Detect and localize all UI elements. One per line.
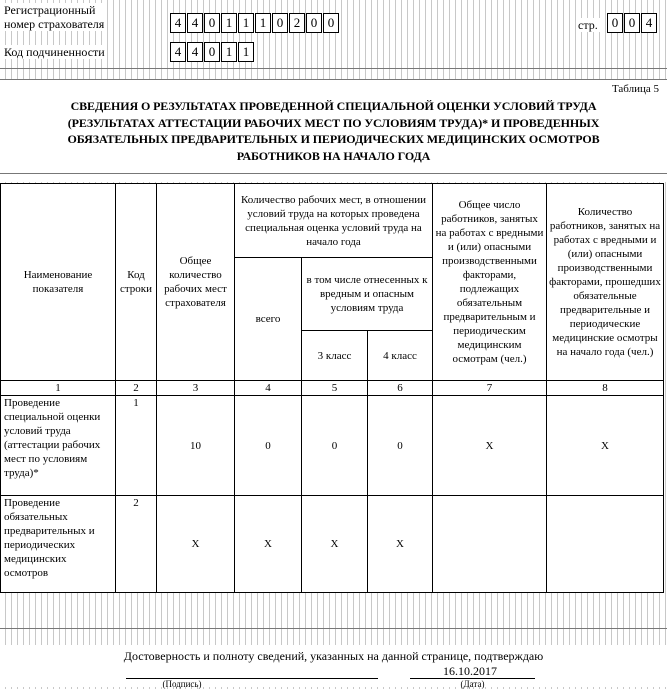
reg-digit: 4 — [187, 13, 203, 33]
confirmation-text: Достоверность и полноту сведений, указанных на данной странице, подтверждаю — [123, 649, 544, 663]
table-number: Таблица 5 — [611, 83, 659, 95]
row-name: Проведение обязательных предварительных и периодических медицинских осмотров — [1, 496, 116, 593]
header-class3: 3 класс — [302, 331, 368, 381]
subordination-label: Код подчиненности — [4, 45, 105, 59]
header-col8: Количество работников, занятых на работах с вредными и (или) опасными производственными факторами, прошедших обязательные предварительные и периодические медицинские осмотры на начало года (чел.) — [547, 184, 664, 381]
date-value: 16.10.2017 — [443, 664, 497, 678]
date-caption: (Дата) — [460, 679, 485, 689]
header-total: Общее количество рабочих мест страхователя — [157, 184, 235, 381]
col-number: 3 — [157, 381, 235, 396]
reg-number-label: Регистрационный номер страхователя — [4, 3, 105, 31]
header-group: Количество рабочих мест, в отношении условий труда на которых проведена специальная оценка условий труда на начало года — [235, 184, 433, 258]
row-value: X — [433, 396, 547, 496]
header-divider — [0, 68, 667, 69]
col-number: 4 — [235, 381, 302, 396]
row-value: 10 — [157, 396, 235, 496]
title-divider — [0, 173, 667, 174]
page-digit: 4 — [641, 13, 657, 33]
footer-divider — [0, 628, 667, 629]
results-table — [0, 183, 664, 593]
sub-digit: 1 — [221, 42, 237, 62]
page-label: стр. — [578, 18, 598, 32]
col-number: 8 — [547, 381, 664, 396]
row-value: X — [235, 496, 302, 593]
header-all: всего — [235, 258, 302, 381]
col-number: 1 — [1, 381, 116, 396]
row-code: 1 — [116, 396, 157, 496]
row-value: X — [157, 496, 235, 593]
row-value — [547, 496, 664, 593]
reg-digit: 1 — [221, 13, 237, 33]
reg-digit: 0 — [204, 13, 220, 33]
col-number: 5 — [302, 381, 368, 396]
page-title: СВЕДЕНИЯ О РЕЗУЛЬТАТАХ ПРОВЕДЕННОЙ СПЕЦИАЛЬНОЙ ОЦЕНКИ УСЛОВИЙ ТРУДА (РЕЗУЛЬТАТАХ АТТЕСТАЦИИ РАБОЧИХ МЕСТ ПО УСЛОВИЯМ ТРУДА)* И ПРОВЕДЕННЫХ ОБЯЗАТЕЛЬНЫХ ПРЕДВАРИТЕЛЬНЫХ И ПЕРИОДИЧЕСКИХ МЕДИЦИНСКИХ ОСМОТРОВ РАБОТНИКОВ НА НАЧАЛО ГОДА — [67, 99, 600, 163]
table-row — [1, 496, 664, 593]
reg-digit: 2 — [289, 13, 305, 33]
header-code: Код строки — [116, 184, 157, 381]
header-col7: Общее число работников, занятых на работах с вредными и (или) опасными производственными факторами, подлежащих обязательным предварительным и периодическим медицинским осмотрам (чел.) — [433, 184, 547, 381]
col-number: 6 — [368, 381, 433, 396]
reg-number-cells — [170, 13, 340, 33]
title-band — [0, 80, 667, 182]
col-number: 2 — [116, 381, 157, 396]
reg-digit: 4 — [170, 13, 186, 33]
reg-digit: 0 — [323, 13, 339, 33]
reg-digit: 0 — [272, 13, 288, 33]
page-digit: 0 — [607, 13, 623, 33]
signature-caption: (Подпись) — [162, 679, 202, 689]
header-class4: 4 класс — [368, 331, 433, 381]
reg-digit: 0 — [306, 13, 322, 33]
row-value: 0 — [368, 396, 433, 496]
header-harmful: в том числе отнесенных к вредным и опасным условиям труда — [302, 258, 433, 331]
row-value: 0 — [235, 396, 302, 496]
sub-digit: 0 — [204, 42, 220, 62]
row-value: X — [368, 496, 433, 593]
row-value: X — [547, 396, 664, 496]
row-name: Проведение специальной оценки условий труда (аттестации рабочих мест по условиям труда)* — [1, 396, 116, 496]
column-numbers-row — [1, 381, 664, 396]
page-digit: 0 — [624, 13, 640, 33]
sub-digit: 4 — [187, 42, 203, 62]
reg-digit: 1 — [255, 13, 271, 33]
row-value — [433, 496, 547, 593]
row-value: 0 — [302, 396, 368, 496]
table-row — [1, 396, 664, 496]
header-name: Наименование показателя — [1, 184, 116, 381]
row-code: 2 — [116, 496, 157, 593]
sub-digit: 1 — [238, 42, 254, 62]
col-number: 7 — [433, 381, 547, 396]
reg-digit: 1 — [238, 13, 254, 33]
sub-digit: 4 — [170, 42, 186, 62]
page-number-cells — [607, 13, 658, 33]
row-value: X — [302, 496, 368, 593]
subordination-cells — [170, 42, 255, 62]
